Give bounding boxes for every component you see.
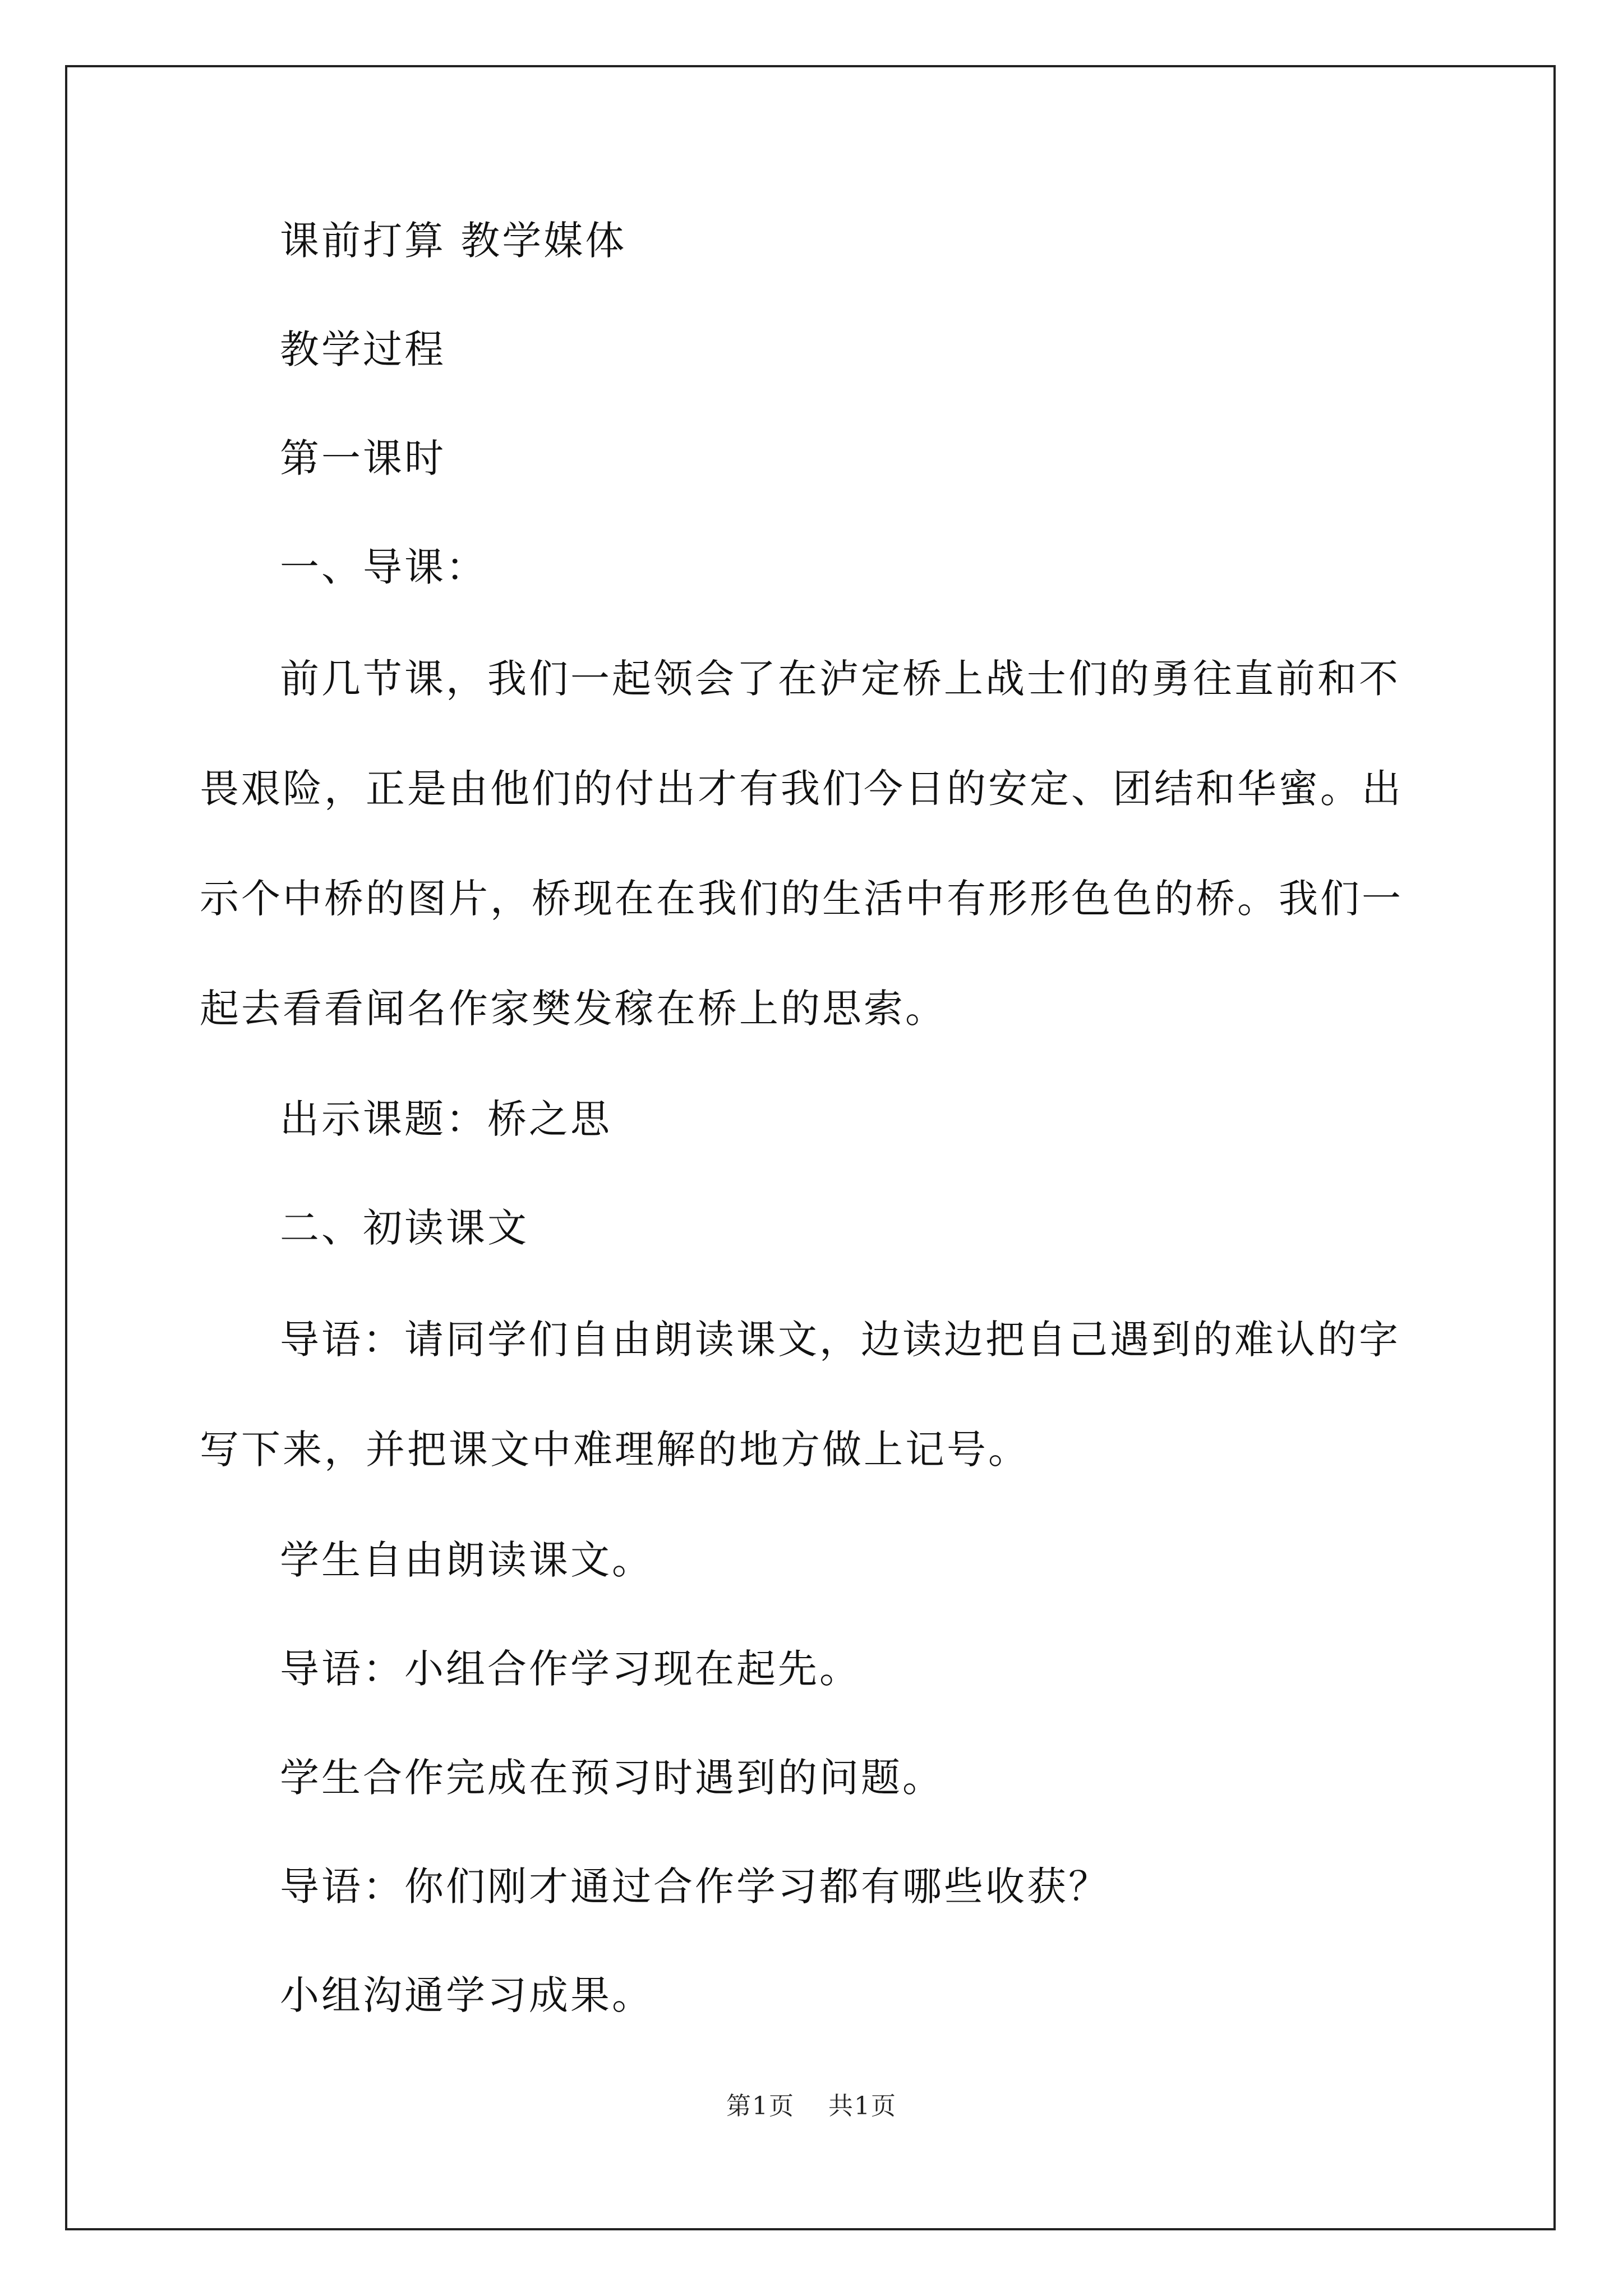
paragraph: 前几节课，我们一起领会了在泸定桥上战士们的勇往直前和不畏艰险，正是由他们的付出才有我们今日的安定、团结和华蜜。出示个中桥的图片，桥现在在我们的生活中有形形色色的桥。我们一起去看看闻名作家樊发稼在桥上的思索。 [200,656,1403,1032]
paragraph: 学生自由朗读课文。 [280,1537,653,1583]
paragraph: 小组沟通学习成果。 [280,1972,653,2018]
paragraph: 第一课时 [280,435,446,481]
paragraph: 一、导课： [280,544,487,590]
paragraph: 导语：你们刚才通过合作学习都有哪些收获？ [280,1864,1110,1910]
paragraph: 导语：请同学们自由朗读课文，边读边把自己遇到的难认的字写下来，并把课文中难理解的地方做上记号。 [200,1317,1400,1473]
page-total: 共1页 [828,2092,897,2120]
page-footer [0,2086,1623,2122]
paragraph: 教学过程 [280,326,446,372]
paragraph: 学生合作完成在预习时遇到的问题。 [280,1755,944,1801]
paragraph: 出示课题：桥之思 [280,1096,612,1142]
page-number: 第1页 [726,2092,795,2120]
paragraph: 导语：小组合作学习现在起先。 [280,1646,861,1692]
paragraph: 课前打算 教学媒体 [280,218,627,264]
paragraph: 二、初读课文 [280,1205,529,1251]
document-body [200,213,1435,2077]
